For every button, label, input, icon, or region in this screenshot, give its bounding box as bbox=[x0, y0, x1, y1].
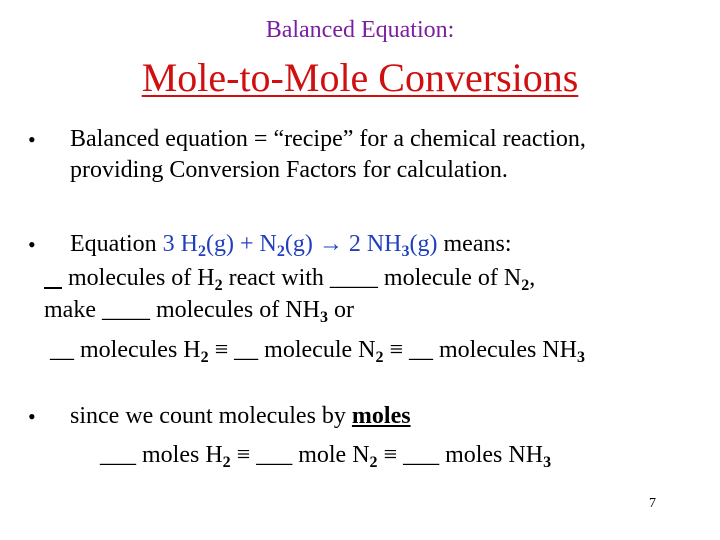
slide-title: Mole-to-Mole Conversions bbox=[141, 55, 579, 100]
bullet-2-line-3: make ____ molecules of $NH_3$ or bbox=[44, 297, 354, 326]
bullet-marker-2: • bbox=[28, 232, 36, 257]
page-number: 7 bbox=[649, 496, 656, 511]
chemical-equation: 3 $H_2(g) + N_2(g) \to 2$ $NH_3(g)$ bbox=[162, 231, 438, 260]
bullet-marker-1: • bbox=[28, 127, 36, 152]
emphasis-moles: moles bbox=[351, 403, 411, 429]
bullet-1-line-1: Balanced equation = “recipe” for a chemical reaction, bbox=[70, 126, 586, 152]
bullet-2-line-1 bbox=[70, 231, 512, 260]
slide-subtitle: Balanced Equation: bbox=[265, 17, 455, 43]
bullet-2-line-2: molecules of $H_2$ react with ____ molecule of $N_2$, bbox=[44, 266, 535, 290]
bullet-3-line-2: ___ moles $H_2$ ≡ ___ mole $N_2$ ≡ ___ moles $NH_3$ bbox=[100, 442, 552, 471]
bullet-1-line-2: providing Conversion Factors for calculation. bbox=[70, 157, 508, 183]
blank-h2-count bbox=[44, 265, 62, 291]
equation-tail: means: bbox=[437, 231, 512, 257]
bullet-2-line-4: __ molecules $H_2$ ≡ __ molecule $N_2$ ≡ __ molecules $NH_3$ bbox=[50, 337, 585, 366]
equation-lead: Equation bbox=[70, 231, 163, 257]
bullet-marker-3: • bbox=[28, 404, 36, 429]
bullet-3-line-1: since we count molecules by moles bbox=[70, 403, 411, 429]
